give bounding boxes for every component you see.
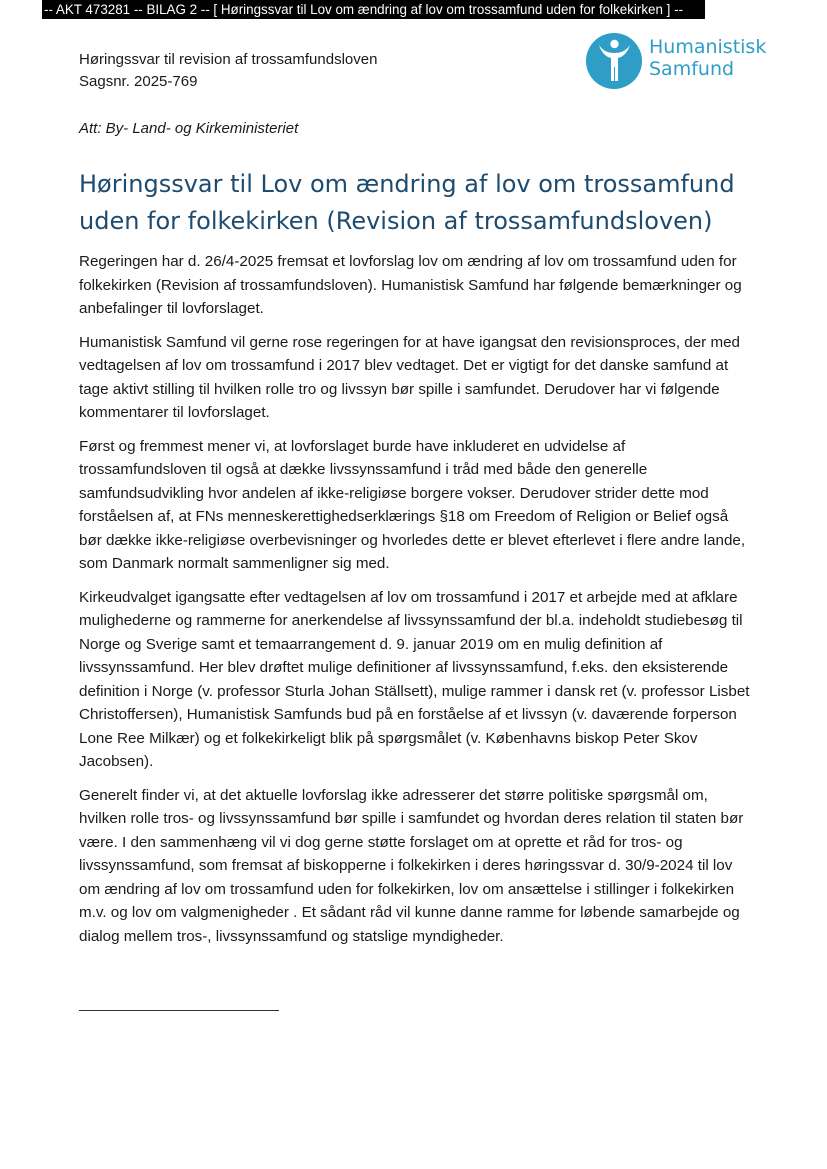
document-stamp-banner: -- AKT 473281 -- BILAG 2 -- [ Høringssvar til Lov om ændring af lov om trossamfund uden for folkekirken ] --: [42, 0, 705, 19]
logo-line-1: Humanistisk: [649, 36, 767, 58]
paragraph-3: Først og fremmest mener vi, at lovforslaget burde have inkluderet en udvidelse af trossamfundsloven til også at dække livssynssamfund i tråd med både den generelle samfundsudvikling hvor andelen af ikke-religiøse borgere vokser. Derudover strider dette mod forståelsen af, at FNs menneskerettighedserklærings §18 om Freedom of Religion or Belief også bør dække ikke-religiøse overbevisninger og hvorledes dette er blevet efterlevet i flere andre lande, som Danmark normalt sammenligner sig med.: [79, 437, 746, 572]
humanist-figure-icon: [585, 32, 643, 90]
attention-line: Att: By- Land- og Kirkeministeriet: [79, 120, 299, 137]
document-title: Høringssvar til Lov om ændring af lov om trossamfund uden for folkekirken (Revision af trossamfundsloven): [79, 170, 735, 235]
paragraph-1: Regeringen har d. 26/4-2025 fremsat et lovforslag lov om ændring af lov om trossamfund uden for folkekirken (Revision af trossamfundsloven). Humanistisk Samfund har følgende bemærkninger og anbefalinger til lovforslaget.: [79, 253, 742, 317]
header-subject: Høringssvar til revision af trossamfundsloven: [79, 51, 378, 68]
document-body: [79, 250, 751, 958]
document-header: [79, 49, 377, 93]
logo-wordmark: [649, 36, 766, 80]
humanistisk-samfund-logo: [585, 32, 785, 92]
footnote-separator: [79, 1010, 279, 1011]
case-number: Sagsnr. 2025-769: [79, 73, 198, 90]
paragraph-4: Kirkeudvalget igangsatte efter vedtagelsen af lov om trossamfund i 2017 et arbejde med at afklare mulighederne og rammerne for anerkendelse af livssynssamfund der bl.a. indeholdt studiebesøg til Norge og Sverige samt et temaarrangement d. 9. januar 2019 om en mulig definition af livssynssamfund. Her blev drøftet mulige definitioner af livssynssamfund, f.eks. den eksisterende definition i Norge (v. professor Sturla Johan Ställsett), mulige rammer i dansk ret (v. professor Lisbet Christoffersen), Humanistisk Samfunds bud på en forståelse af et livssyn (v. daværende forperson Lone Ree Milkær) og et folkekirkeligt blik på spørgsmålet (v. Københavns biskop Peter Skov Jacobsen).: [79, 588, 750, 770]
paragraph-2: Humanistisk Samfund vil gerne rose regeringen for at have igangsat den revisionsproces, der med vedtagelsen af lov om trossamfund i 2017 blev vedtaget. Det er vigtigt for det danske samfund at tage aktivt stilling til hvilken rolle tro og livssyn bør spille i samfundet. Derudover har vi følgende kommentarer til lovforslaget.: [79, 333, 741, 421]
paragraph-5: Generelt finder vi, at det aktuelle lovforslag ikke adresserer det større politiske spørgsmål om, hvilken rolle tros- og livssynssamfund bør spille i samfundet og hvordan deres relation til staten bør være. I den sammenhæng vil vi dog gerne støtte forslaget om at oprette et råd for tros- og livssynssamfund, som fremsat af biskopperne i folkekirken i deres høringssvar d. 30/9-2024 til lov om ændring af lov om trossamfund uden for folkekirken, lov om ansættelse i stillinger i folkekirken m.v. og lov om valgmenigheder . Et sådant råd vil kunne danne ramme for løbende samarbejde og dialog mellem tros-, livssynssamfund og statslige myndigheder.: [79, 786, 744, 945]
logo-line-2: Samfund: [649, 58, 735, 80]
